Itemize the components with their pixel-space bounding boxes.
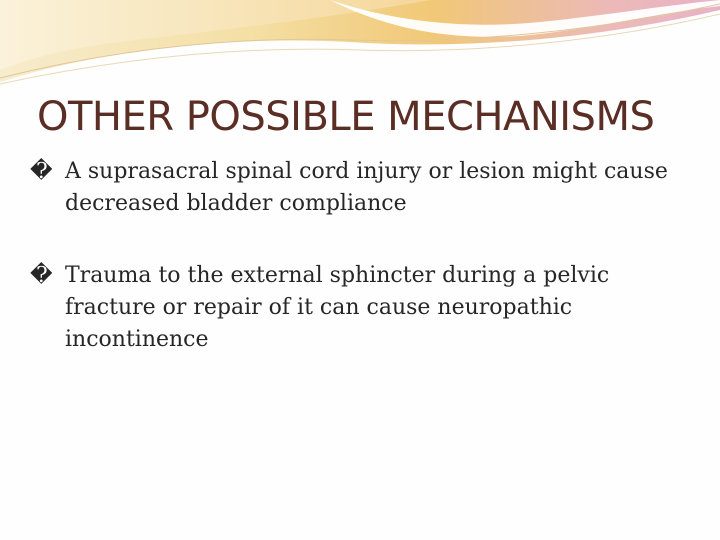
bullet-glyph-icon: � bbox=[30, 159, 53, 184]
bullet-item bbox=[30, 156, 690, 220]
bullet-text: A suprasacral spinal cord injury or lesion might cause decreased bladder compliance bbox=[65, 159, 668, 216]
bullet-text: Trauma to the external sphincter during a pelvic fracture or repair of it can cause neuropathic incontinence bbox=[65, 263, 610, 352]
slide-title: OTHER POSSIBLE MECHANISMS bbox=[37, 94, 655, 140]
decorative-header-banner bbox=[0, 0, 720, 90]
bullet-list bbox=[30, 156, 690, 396]
bullet-glyph-icon: � bbox=[30, 263, 53, 288]
bullet-item bbox=[30, 260, 690, 356]
